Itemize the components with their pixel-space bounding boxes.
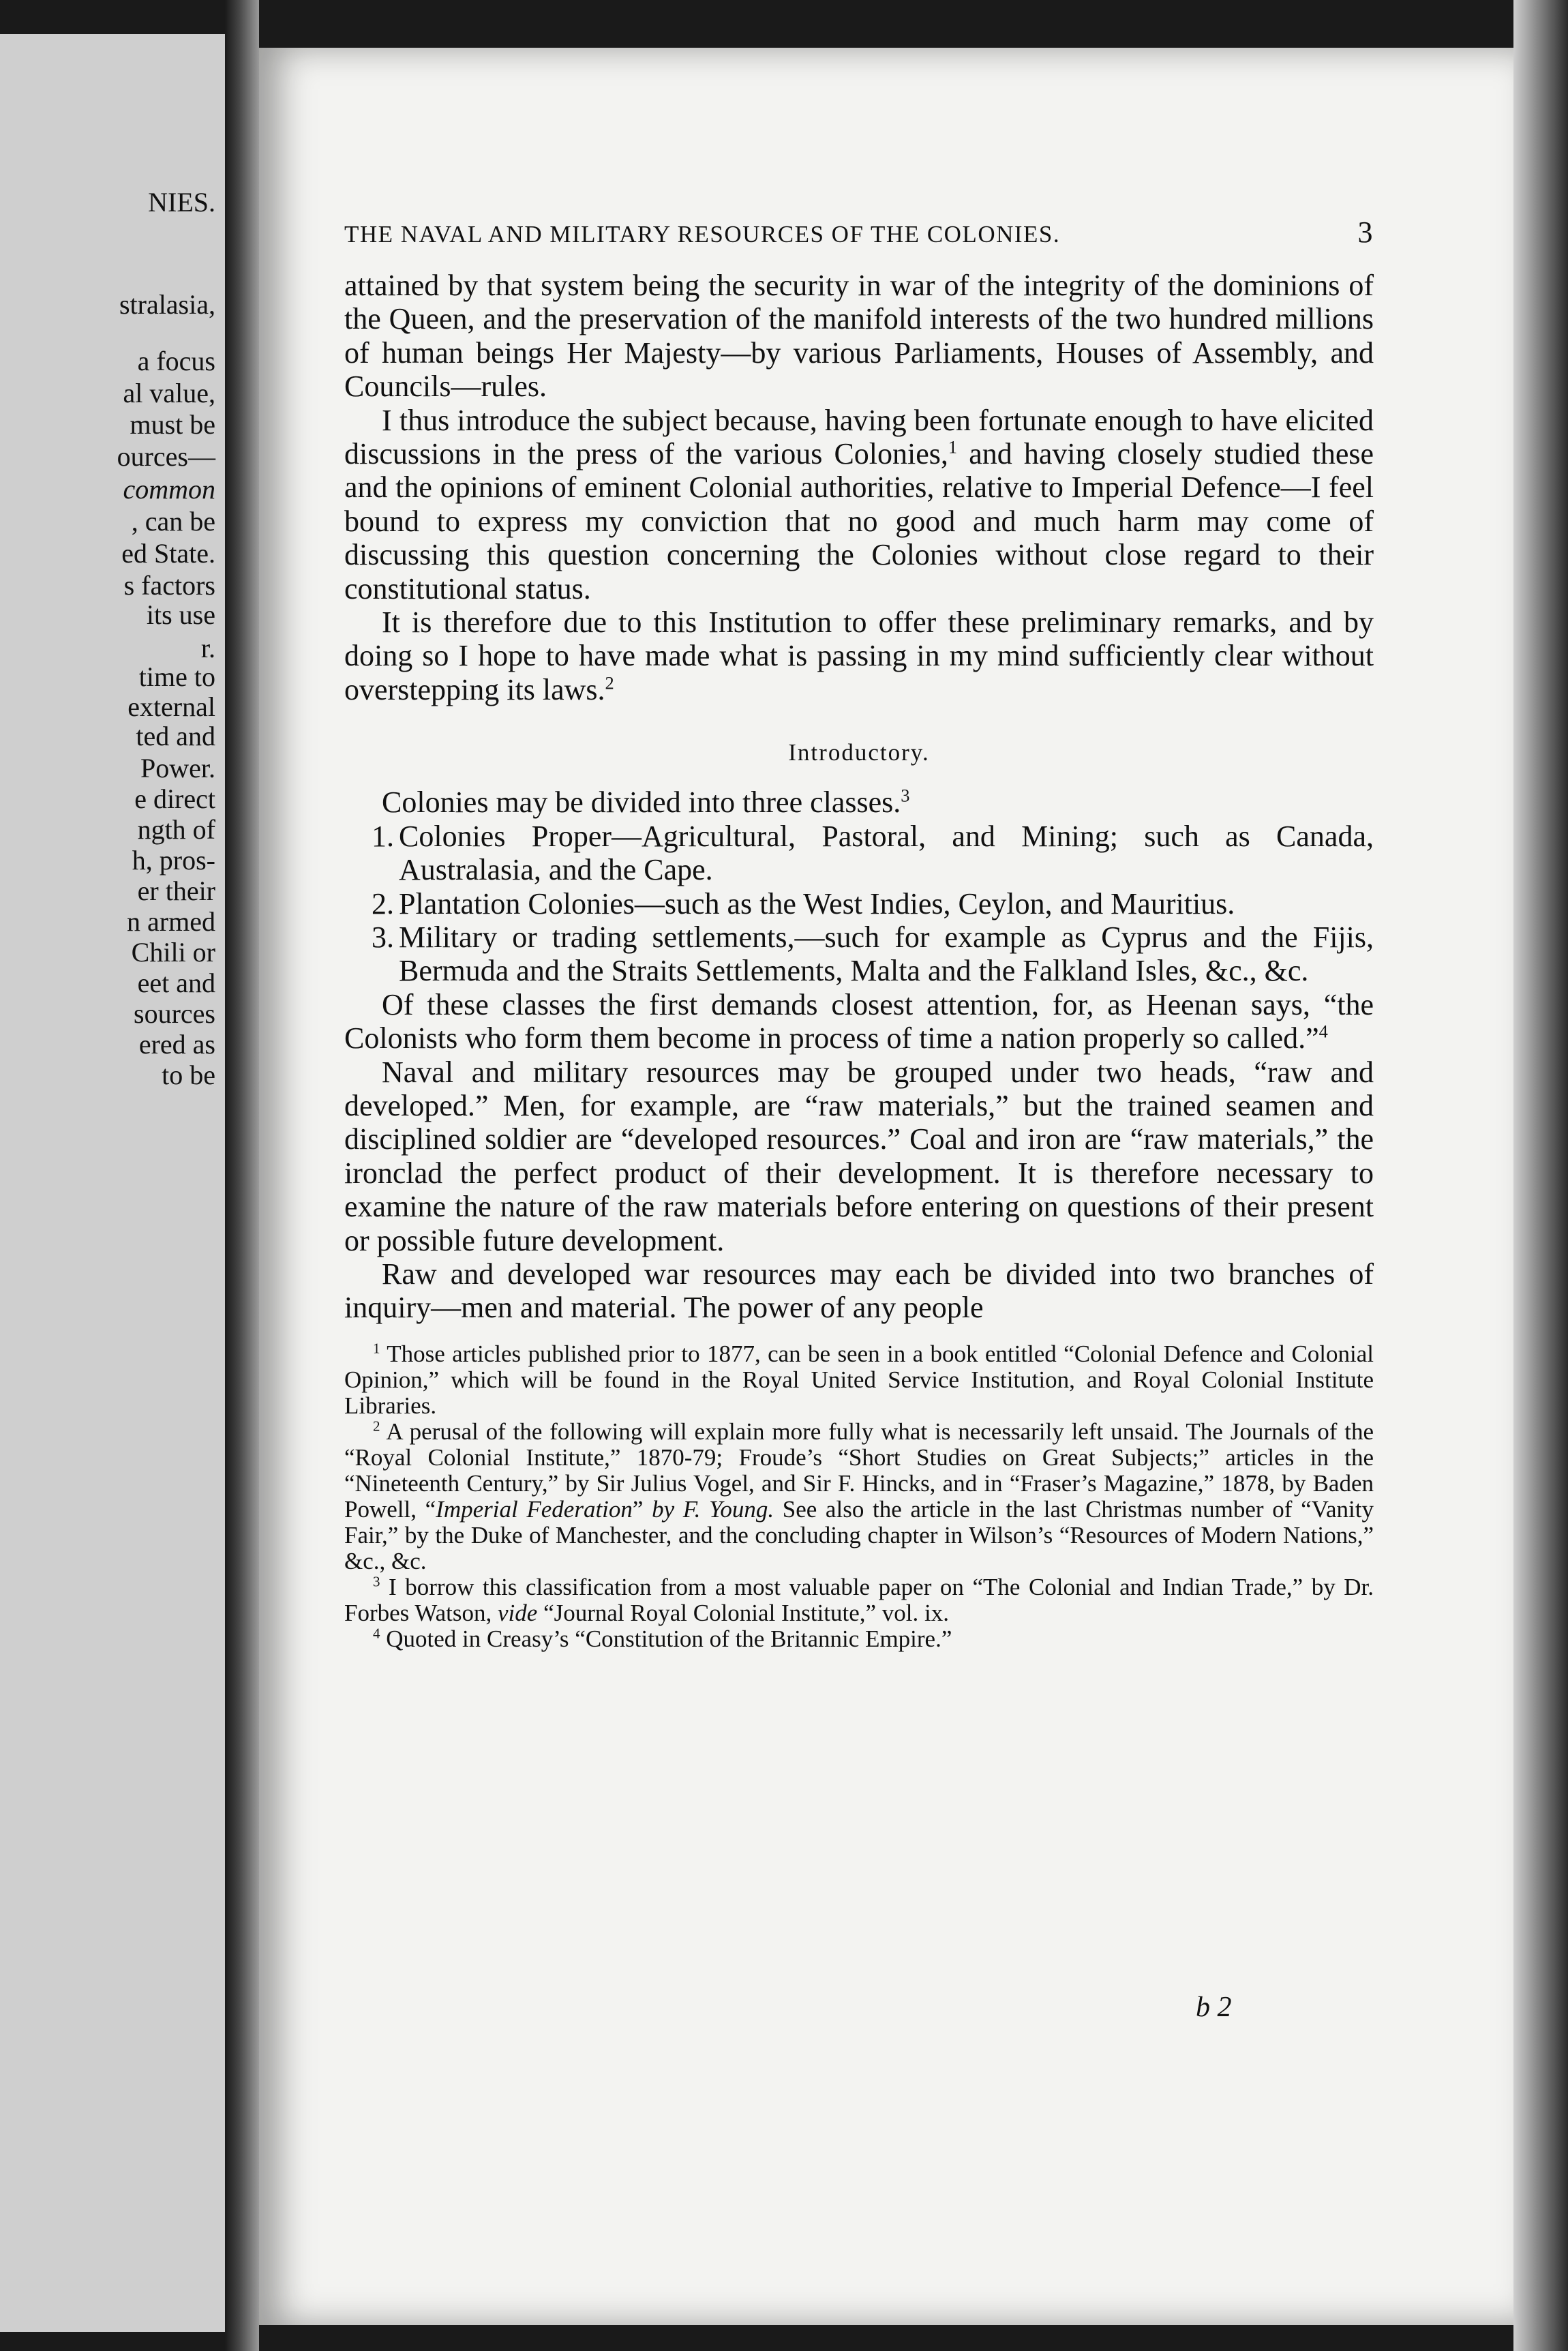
left-page-line: stralasia, <box>119 289 215 320</box>
footnote <box>344 1574 1374 1626</box>
paragraph <box>344 988 1374 1055</box>
left-page-line: , can be <box>131 506 215 537</box>
footnote-ref: 3 <box>901 785 910 806</box>
book-gutter <box>225 0 259 2351</box>
class-text: Colonies Proper—Agricultural, Pastoral, and Mining; such as Canada, Australasia, and the Cape. <box>399 819 1374 887</box>
left-page-line: must be <box>130 409 215 440</box>
classes-list <box>344 820 1374 988</box>
left-page-line: eet and <box>137 968 215 998</box>
footnote-text: “Journal Royal Colonial Institute,” vol. ix. <box>537 1599 949 1626</box>
left-page-line: ered as <box>138 1029 215 1060</box>
paragraph: attained by that system being the security in war of the integrity of the dominions of the Queen, and the preservation of the manifold interests of the two hundred millions of human beings Her Majesty—by various Parliaments, Houses of Assembly, and Councils—rules. <box>344 269 1374 404</box>
left-page-line: NIES. <box>148 187 215 218</box>
footnote-ref: 1 <box>948 436 958 458</box>
footnote-text: Those articles published prior to 1877, can be seen in a book entitled “Colonial Defence and Colonial Opinion,” which will be found in the Royal United Service Institution, and Royal Colonial Institute Libraries. <box>344 1340 1374 1419</box>
paragraph-text: I thus introduce the subject because, having been fortunate enough to have elicited discussions in the press of the various Colonies, <box>344 403 1374 471</box>
paragraph-text: Colonies may be divided into three classes. <box>382 785 901 820</box>
running-title: THE NAVAL AND MILITARY RESOURCES OF THE COLONIES. <box>344 221 1061 248</box>
left-page-line: a focus <box>137 346 215 376</box>
footnote-ref: 4 <box>1318 1021 1328 1042</box>
paragraph-text: and having closely studied these and the opinions of eminent Colonial authorities, relative to Imperial Defence—I feel bound to express my conviction that no good and much harm may come of discussing this question concerning the Colonies without close regard to their constitutional status. <box>344 437 1374 605</box>
left-page-line: ed State. <box>121 538 215 569</box>
footnote-text: A perusal of the following will explain more fully what is necessarily left unsaid. The Journals of the “Royal Colonial Institute,” 1870-79; Froude’s “Short Studies on Great Subjects;” articles in the “Nineteenth Century,” by Sir Julius Vogel, and Sir F. Hincks, and in “Fraser’s Magazine,” 1878, by Baden Powell, “ <box>344 1418 1374 1523</box>
class-text: Military or trading settlements,—such for example as Cyprus and the Fijis, Bermuda and the Straits Settlements, Malta and the Falkland Isles, &c., &c. <box>399 920 1374 988</box>
running-header <box>344 215 1374 250</box>
left-page-line: ted and <box>136 721 215 751</box>
left-page-line: time to <box>138 661 215 692</box>
class-number: 3. <box>372 920 394 954</box>
class-number: 1. <box>372 819 394 853</box>
footnote-italic: by F. Young. <box>652 1495 774 1523</box>
footnote-number: 4 <box>373 1625 380 1642</box>
left-page-line: external <box>127 691 215 722</box>
left-page-line: r. <box>200 633 215 663</box>
footnote <box>344 1341 1374 1419</box>
left-page-line: to be <box>162 1060 215 1090</box>
class-item <box>344 920 1374 988</box>
footnote-number: 1 <box>373 1340 380 1357</box>
class-text: Plantation Colonies—such as the West Indies, Ceylon, and Mauritius. <box>399 886 1235 920</box>
page-number: 3 <box>1357 215 1374 249</box>
page-content <box>344 215 1374 1652</box>
footnote-text: I borrow this classification from a most valuable paper on “The Colonial and Indian Trade,” by Dr. Forbes Watson, <box>344 1573 1374 1626</box>
paragraph-text: It is therefore due to this Institution to offer these preliminary remarks, and by doing so I hope to have made what is passing in my mind sufficiently clear without overstepping its laws. <box>344 605 1374 706</box>
left-page-line: sources <box>134 998 215 1029</box>
section-title: Introductory. <box>788 739 930 766</box>
left-page-line: ngth of <box>137 814 215 845</box>
class-number: 2. <box>372 886 394 920</box>
signature-mark: b 2 <box>1196 1992 1232 2023</box>
paragraph <box>344 785 1374 819</box>
left-facing-page <box>0 34 225 2332</box>
paragraph: Raw and developed war resources may each be divided into two branches of inquiry—men and material. The power of any people <box>344 1257 1374 1325</box>
footnote-number: 3 <box>373 1573 380 1590</box>
footnote-text: Quoted in Creasy’s “Constitution of the Britannic Empire.” <box>380 1625 952 1652</box>
paragraph: Naval and military resources may be grouped under two heads, “raw and developed.” Men, for example, are “raw materials,” but the trained seamen and disciplined soldier are “developed resources.” Coal and iron are “raw materials,” the ironclad the perfect product of their development. It is therefore necessary to examine the nature of the raw materials before entering on questions of their present or possible future development. <box>344 1055 1374 1257</box>
left-page-line: its use <box>146 599 215 630</box>
footnote-text: ” <box>632 1495 652 1523</box>
footnote-ref: 2 <box>605 672 614 693</box>
footnote-italic: Imperial Federation <box>436 1495 633 1523</box>
class-item <box>344 887 1374 920</box>
footnote-italic: vide <box>498 1599 538 1626</box>
left-page-line: s factors <box>123 570 215 601</box>
footnote <box>344 1626 1374 1652</box>
left-page-line: h, pros- <box>132 845 215 875</box>
left-page-line: al value, <box>123 378 215 408</box>
body-text <box>344 269 1374 1325</box>
paragraph <box>344 404 1374 605</box>
left-page-line: common <box>123 474 215 505</box>
left-page-line: n armed <box>127 906 215 937</box>
class-item <box>344 820 1374 887</box>
left-page-line: er their <box>137 875 215 906</box>
footnote-number: 2 <box>373 1418 380 1435</box>
footnotes <box>344 1341 1374 1652</box>
left-page-line: Power. <box>140 753 215 783</box>
paragraph-text: Of these classes the first demands closest attention, for, as Heenan says, “the Colonists who form them become in process of time a nation properly so called.” <box>344 987 1374 1055</box>
left-page-line: Chili or <box>131 937 215 968</box>
footnote <box>344 1419 1374 1574</box>
left-page-line: ources— <box>117 441 215 472</box>
left-page-line: e direct <box>134 783 215 814</box>
footnote-text: See also the article in the last Christmas number of “Vanity Fair,” by the Duke of Manchester, and the concluding chapter in Wilson’s “Resources of Modern Nations,” &c., &c. <box>344 1495 1374 1574</box>
page-edge-shadow <box>1513 0 1568 2351</box>
paragraph <box>344 605 1374 706</box>
